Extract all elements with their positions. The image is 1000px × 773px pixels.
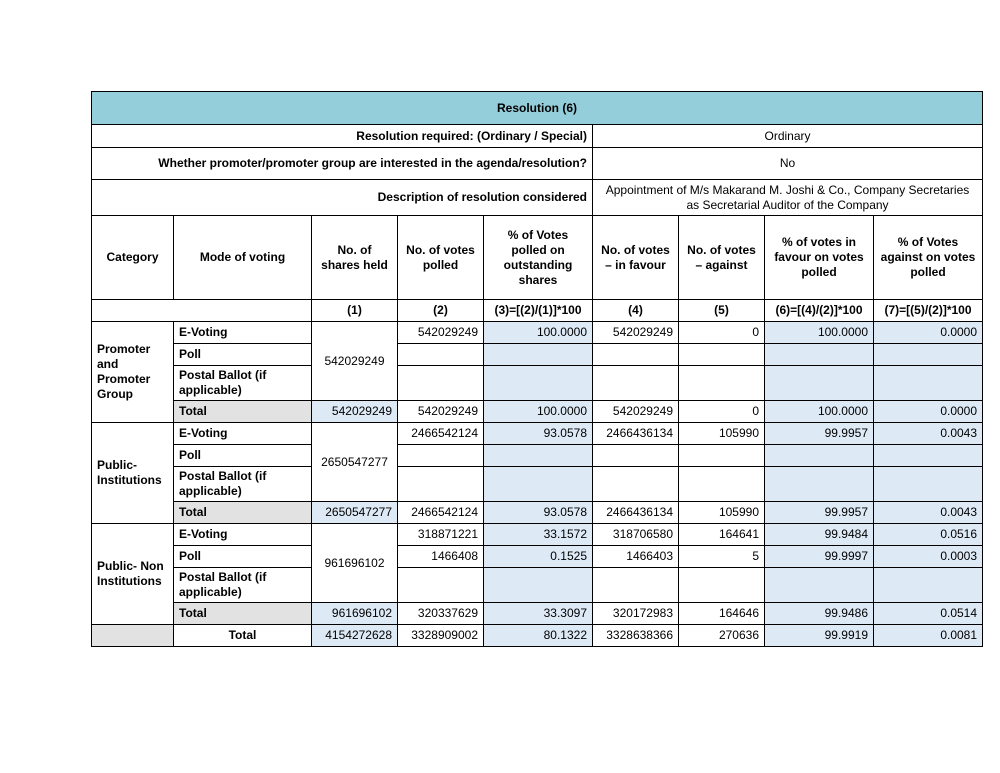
column-header: % of Votes against on votes polled	[874, 216, 983, 300]
value-cell: 93.0578	[484, 423, 593, 445]
total-value-cell: 93.0578	[484, 502, 593, 524]
value-cell	[765, 344, 874, 366]
value-cell	[593, 568, 679, 603]
total-value-cell: 100.0000	[765, 401, 874, 423]
column-header: No. of shares held	[312, 216, 398, 300]
group-total-row	[92, 603, 983, 625]
value-cell	[484, 344, 593, 366]
value-cell	[484, 445, 593, 467]
grand-total-value: 4154272628	[312, 625, 398, 647]
value-cell: 318871221	[398, 524, 484, 546]
table-row	[92, 524, 983, 546]
value-cell	[484, 568, 593, 603]
info-row	[92, 148, 983, 180]
value-cell	[593, 467, 679, 502]
formula-label: (2)	[398, 300, 484, 322]
mode-label: Poll	[174, 546, 312, 568]
value-cell: 5	[679, 546, 765, 568]
value-cell	[593, 366, 679, 401]
mode-label: E-Voting	[174, 423, 312, 445]
formula-label: (4)	[593, 300, 679, 322]
title-row	[92, 92, 983, 125]
grand-total-value: 99.9919	[765, 625, 874, 647]
shares-held-cell: 542029249	[312, 322, 398, 401]
table-row	[92, 467, 983, 502]
info-value: No	[593, 148, 983, 180]
mode-label: Postal Ballot (if applicable)	[174, 467, 312, 502]
info-value: Ordinary	[593, 125, 983, 148]
total-value-cell: 99.9486	[765, 603, 874, 625]
mode-label: Poll	[174, 344, 312, 366]
grand-total-value: 3328638366	[593, 625, 679, 647]
info-row	[92, 180, 983, 216]
value-cell	[593, 445, 679, 467]
grand-total-label: Total	[174, 625, 312, 647]
value-cell	[398, 445, 484, 467]
category-cell: Promoter and Promoter Group	[92, 322, 174, 423]
value-cell	[679, 568, 765, 603]
value-cell	[679, 344, 765, 366]
grand-total-value: 0.0081	[874, 625, 983, 647]
column-header: No. of votes – in favour	[593, 216, 679, 300]
column-header: % of Votes polled on outstanding shares	[484, 216, 593, 300]
total-value-cell: 99.9957	[765, 502, 874, 524]
column-header: % of votes in favour on votes polled	[765, 216, 874, 300]
value-cell: 99.9957	[765, 423, 874, 445]
value-cell: 0.0516	[874, 524, 983, 546]
formula-row	[92, 300, 983, 322]
value-cell: 99.9484	[765, 524, 874, 546]
value-cell	[874, 467, 983, 502]
mode-label: Postal Ballot (if applicable)	[174, 568, 312, 603]
column-header-row	[92, 216, 983, 300]
formula-label: (6)=[(4)/(2)]*100	[765, 300, 874, 322]
mode-label: E-Voting	[174, 524, 312, 546]
total-value-cell: 320172983	[593, 603, 679, 625]
table-row	[92, 366, 983, 401]
table-row	[92, 322, 983, 344]
value-cell	[874, 445, 983, 467]
value-cell: 99.9997	[765, 546, 874, 568]
formula-label: (5)	[679, 300, 765, 322]
table-row	[92, 568, 983, 603]
value-cell: 0.0000	[874, 322, 983, 344]
total-label: Total	[174, 401, 312, 423]
shares-held-cell: 961696102	[312, 524, 398, 603]
category-cell: Public- Non Institutions	[92, 524, 174, 625]
value-cell	[398, 568, 484, 603]
formula-label: (7)=[(5)/(2)]*100	[874, 300, 983, 322]
value-cell: 0.0003	[874, 546, 983, 568]
total-label: Total	[174, 502, 312, 524]
value-cell	[679, 366, 765, 401]
value-cell: 318706580	[593, 524, 679, 546]
total-value-cell: 542029249	[312, 401, 398, 423]
column-header: Mode of voting	[174, 216, 312, 300]
grand-total-row	[92, 625, 983, 647]
total-value-cell: 320337629	[398, 603, 484, 625]
value-cell: 0.0043	[874, 423, 983, 445]
formula-label: (1)	[312, 300, 398, 322]
value-cell	[765, 445, 874, 467]
info-label: Resolution required: (Ordinary / Special)	[92, 125, 593, 148]
value-cell: 542029249	[593, 322, 679, 344]
total-label: Total	[174, 603, 312, 625]
table-row	[92, 546, 983, 568]
info-value: Appointment of M/s Makarand M. Joshi & Co., Company Secretaries as Secretarial Auditor of the Company	[593, 180, 983, 216]
total-value-cell: 2466542124	[398, 502, 484, 524]
value-cell: 0	[679, 322, 765, 344]
shares-held-cell: 2650547277	[312, 423, 398, 502]
info-row	[92, 125, 983, 148]
value-cell: 2466436134	[593, 423, 679, 445]
total-value-cell: 33.3097	[484, 603, 593, 625]
total-value-cell: 105990	[679, 502, 765, 524]
value-cell: 164641	[679, 524, 765, 546]
table-row	[92, 344, 983, 366]
table-row	[92, 423, 983, 445]
mode-label: E-Voting	[174, 322, 312, 344]
value-cell: 2466542124	[398, 423, 484, 445]
value-cell: 0.1525	[484, 546, 593, 568]
value-cell	[398, 467, 484, 502]
value-cell: 105990	[679, 423, 765, 445]
total-value-cell: 164646	[679, 603, 765, 625]
value-cell	[765, 467, 874, 502]
total-value-cell: 100.0000	[484, 401, 593, 423]
value-cell	[398, 366, 484, 401]
total-value-cell: 542029249	[593, 401, 679, 423]
resolution-table	[91, 91, 983, 647]
total-value-cell: 2650547277	[312, 502, 398, 524]
value-cell: 1466403	[593, 546, 679, 568]
total-value-cell: 542029249	[398, 401, 484, 423]
column-header: Category	[92, 216, 174, 300]
value-cell: 100.0000	[765, 322, 874, 344]
grand-total-blank	[92, 625, 174, 647]
column-header: No. of votes – against	[679, 216, 765, 300]
column-header: No. of votes polled	[398, 216, 484, 300]
group-total-row	[92, 502, 983, 524]
group-total-row	[92, 401, 983, 423]
total-value-cell: 961696102	[312, 603, 398, 625]
mode-label: Postal Ballot (if applicable)	[174, 366, 312, 401]
value-cell	[679, 467, 765, 502]
value-cell	[398, 344, 484, 366]
value-cell: 542029249	[398, 322, 484, 344]
grand-total-value: 80.1322	[484, 625, 593, 647]
total-value-cell: 0	[679, 401, 765, 423]
info-label: Whether promoter/promoter group are interested in the agenda/resolution?	[92, 148, 593, 180]
formula-label: (3)=[(2)/(1)]*100	[484, 300, 593, 322]
value-cell	[874, 344, 983, 366]
info-label: Description of resolution considered	[92, 180, 593, 216]
value-cell	[593, 344, 679, 366]
value-cell	[874, 568, 983, 603]
value-cell: 100.0000	[484, 322, 593, 344]
mode-label: Poll	[174, 445, 312, 467]
value-cell	[765, 568, 874, 603]
value-cell: 33.1572	[484, 524, 593, 546]
grand-total-value: 270636	[679, 625, 765, 647]
total-value-cell: 0.0514	[874, 603, 983, 625]
total-value-cell: 0.0043	[874, 502, 983, 524]
value-cell	[679, 445, 765, 467]
grand-total-value: 3328909002	[398, 625, 484, 647]
table-row	[92, 445, 983, 467]
value-cell	[765, 366, 874, 401]
value-cell: 1466408	[398, 546, 484, 568]
value-cell	[484, 366, 593, 401]
value-cell	[874, 366, 983, 401]
category-cell: Public- Institutions	[92, 423, 174, 524]
total-value-cell: 0.0000	[874, 401, 983, 423]
total-value-cell: 2466436134	[593, 502, 679, 524]
resolution-title: Resolution (6)	[92, 92, 983, 125]
value-cell	[484, 467, 593, 502]
formula-blank	[92, 300, 312, 322]
